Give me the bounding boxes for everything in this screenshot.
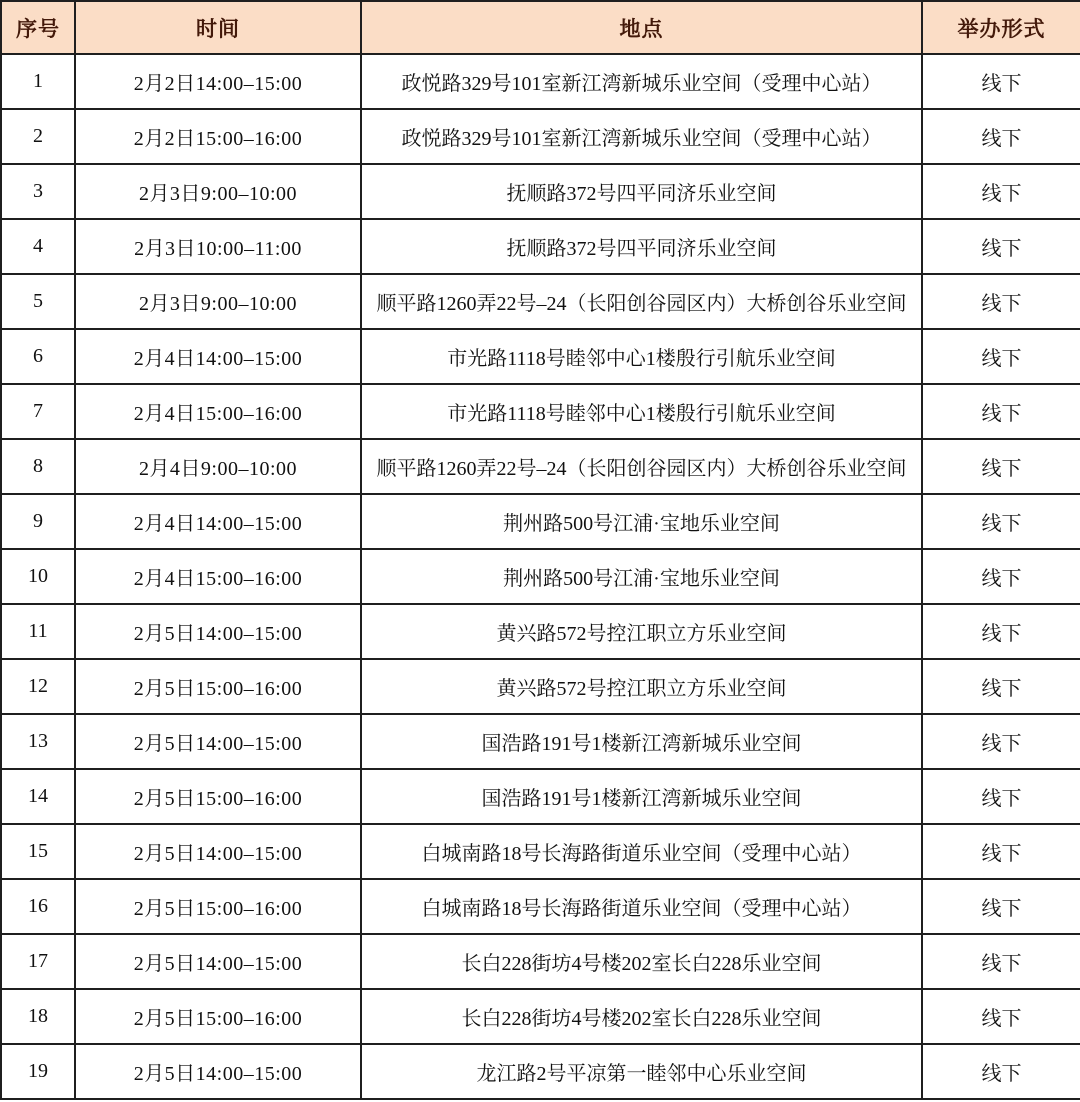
cell-time: 2月3日9:00–10:00 [75,164,361,219]
cell-format: 线下 [922,659,1080,714]
table-row [1,384,1080,439]
table-row [1,659,1080,714]
cell-time: 2月3日9:00–10:00 [75,274,361,329]
cell-time: 2月5日15:00–16:00 [75,769,361,824]
cell-no: 15 [1,824,75,879]
cell-location: 国浩路191号1楼新江湾新城乐业空间 [361,769,922,824]
cell-time: 2月2日14:00–15:00 [75,54,361,109]
cell-no: 17 [1,934,75,989]
cell-no: 10 [1,549,75,604]
cell-no: 7 [1,384,75,439]
cell-location: 荆州路500号江浦·宝地乐业空间 [361,494,922,549]
cell-time: 2月5日14:00–15:00 [75,1044,361,1099]
cell-format: 线下 [922,384,1080,439]
table-row [1,164,1080,219]
cell-format: 线下 [922,879,1080,934]
cell-location: 黄兴路572号控江职立方乐业空间 [361,604,922,659]
cell-time: 2月5日14:00–15:00 [75,824,361,879]
cell-no: 8 [1,439,75,494]
cell-no: 2 [1,109,75,164]
cell-location: 龙江路2号平凉第一睦邻中心乐业空间 [361,1044,922,1099]
cell-no: 18 [1,989,75,1044]
cell-format: 线下 [922,824,1080,879]
cell-location: 市光路1118号睦邻中心1楼殷行引航乐业空间 [361,384,922,439]
header-cell-format: 举办形式 [922,1,1080,54]
cell-time: 2月4日14:00–15:00 [75,494,361,549]
cell-format: 线下 [922,549,1080,604]
table-row [1,1044,1080,1099]
cell-format: 线下 [922,54,1080,109]
cell-time: 2月5日15:00–16:00 [75,879,361,934]
cell-location: 顺平路1260弄22号–24（长阳创谷园区内）大桥创谷乐业空间 [361,439,922,494]
header-cell-index: 序号 [1,1,75,54]
cell-location: 顺平路1260弄22号–24（长阳创谷园区内）大桥创谷乐业空间 [361,274,922,329]
table-row [1,769,1080,824]
table-row [1,989,1080,1044]
table-row [1,714,1080,769]
header-cell-location: 地点 [361,1,922,54]
table-row [1,439,1080,494]
cell-no: 3 [1,164,75,219]
cell-location: 白城南路18号长海路街道乐业空间（受理中心站） [361,879,922,934]
cell-format: 线下 [922,219,1080,274]
table-row [1,604,1080,659]
cell-time: 2月4日9:00–10:00 [75,439,361,494]
table-row [1,879,1080,934]
cell-format: 线下 [922,714,1080,769]
cell-time: 2月5日14:00–15:00 [75,714,361,769]
cell-format: 线下 [922,274,1080,329]
cell-no: 6 [1,329,75,384]
header-row [1,1,1080,54]
cell-location: 抚顺路372号四平同济乐业空间 [361,219,922,274]
cell-time: 2月2日15:00–16:00 [75,109,361,164]
table-row [1,219,1080,274]
cell-format: 线下 [922,989,1080,1044]
cell-format: 线下 [922,109,1080,164]
table-row [1,549,1080,604]
cell-no: 14 [1,769,75,824]
cell-no: 1 [1,54,75,109]
cell-format: 线下 [922,1044,1080,1099]
cell-time: 2月5日14:00–15:00 [75,604,361,659]
cell-location: 白城南路18号长海路街道乐业空间（受理中心站） [361,824,922,879]
table-body [1,54,1080,1099]
cell-format: 线下 [922,164,1080,219]
cell-no: 16 [1,879,75,934]
cell-location: 政悦路329号101室新江湾新城乐业空间（受理中心站） [361,54,922,109]
cell-format: 线下 [922,439,1080,494]
table-row [1,934,1080,989]
cell-no: 13 [1,714,75,769]
cell-location: 政悦路329号101室新江湾新城乐业空间（受理中心站） [361,109,922,164]
table-row [1,109,1080,164]
cell-format: 线下 [922,604,1080,659]
cell-location: 黄兴路572号控江职立方乐业空间 [361,659,922,714]
cell-time: 2月4日15:00–16:00 [75,549,361,604]
cell-format: 线下 [922,329,1080,384]
cell-location: 抚顺路372号四平同济乐业空间 [361,164,922,219]
cell-time: 2月4日15:00–16:00 [75,384,361,439]
cell-time: 2月3日10:00–11:00 [75,219,361,274]
cell-location: 长白228街坊4号楼202室长白228乐业空间 [361,934,922,989]
cell-time: 2月5日14:00–15:00 [75,934,361,989]
cell-location: 国浩路191号1楼新江湾新城乐业空间 [361,714,922,769]
header-cell-time: 时间 [75,1,361,54]
cell-no: 12 [1,659,75,714]
cell-no: 19 [1,1044,75,1099]
cell-format: 线下 [922,769,1080,824]
cell-time: 2月4日14:00–15:00 [75,329,361,384]
table-row [1,824,1080,879]
table-row [1,494,1080,549]
cell-no: 5 [1,274,75,329]
table-row [1,54,1080,109]
cell-format: 线下 [922,494,1080,549]
cell-format: 线下 [922,934,1080,989]
cell-time: 2月5日15:00–16:00 [75,659,361,714]
cell-no: 9 [1,494,75,549]
cell-location: 市光路1118号睦邻中心1楼殷行引航乐业空间 [361,329,922,384]
cell-location: 荆州路500号江浦·宝地乐业空间 [361,549,922,604]
cell-no: 11 [1,604,75,659]
cell-time: 2月5日15:00–16:00 [75,989,361,1044]
cell-location: 长白228街坊4号楼202室长白228乐业空间 [361,989,922,1044]
table-row [1,329,1080,384]
table-row [1,274,1080,329]
cell-no: 4 [1,219,75,274]
